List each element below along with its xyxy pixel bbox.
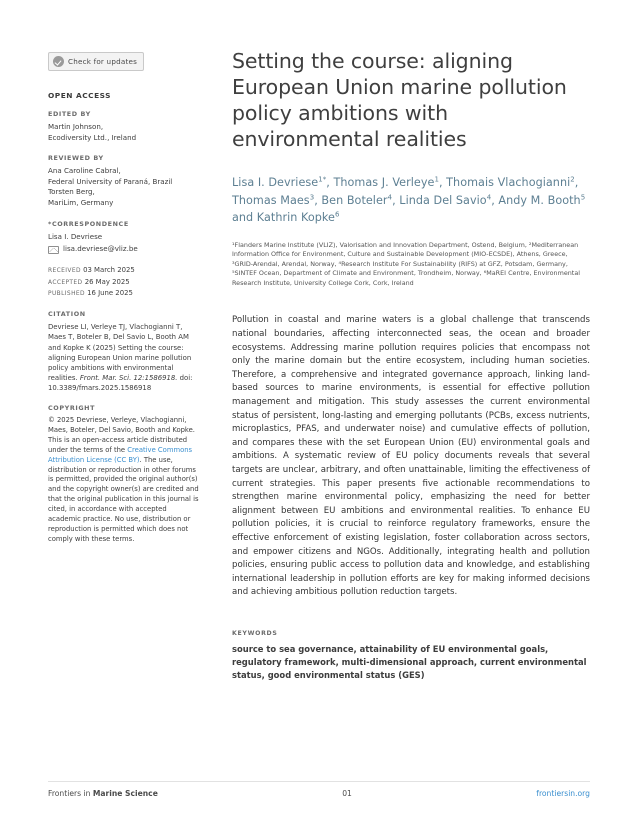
- date-published: [48, 288, 200, 299]
- citation-heading: CITATION: [48, 310, 86, 319]
- edited-by-line: Martin Johnson,: [48, 122, 104, 131]
- reviewed-by-block: [48, 154, 200, 208]
- check-for-updates-label: Check for updates: [68, 57, 138, 66]
- footer-page-number: 01: [342, 789, 352, 798]
- reviewed-by-line: Ana Caroline Cabral,: [48, 166, 121, 176]
- citation-main: Devriese LI, Verleye TJ, Vlachogianni T, Maes T, Boteler B, Del Savio L, Booth AM and Kopke K (2025) Setting the course: aligning European Union marine pollution policy ambitions with environmental realities.: [48, 323, 192, 382]
- date-published-label: PUBLISHED: [48, 290, 85, 297]
- correspondence-name: Lisa I. Devriese: [48, 231, 103, 241]
- citation-text: [48, 322, 200, 393]
- reviewed-by-line: MariLim, Germany: [48, 197, 114, 207]
- correspondence-email-row[interactable]: [48, 244, 200, 254]
- affiliations: ¹Flanders Marine Institute (VLIZ), Valorisation and Innovation Department, Ostend, Belgium, ²Mediterranean Information Office for Environment, Culture and Sustainable Development (MIO-ECSDE), Athens, Greece, ³GRID-Arendal, Arendal, Norway, ⁴Research Institute For Sustainability (RIFS) at GFZ, Potsdam, Germany, ⁵SINTEF Ocean, Department of Climate and Environment, Trondheim, Norway, ⁶MaREI Centre, Environmental Research Institute, University College Cork, Cork, Ireland: [232, 240, 581, 287]
- open-access-label: OPEN ACCESS: [48, 91, 111, 100]
- copyright-heading: COPYRIGHT: [48, 404, 96, 413]
- footer-divider: [48, 781, 590, 782]
- edited-by-heading: EDITED BY: [48, 110, 91, 118]
- citation-doi: doi: 10.3389/fmars.2025.1586918: [48, 373, 193, 392]
- correspondence-email[interactable]: lisa.devriese@vliz.be: [63, 244, 138, 254]
- reviewed-by-line: Federal University of Paraná, Brazil: [48, 176, 173, 186]
- date-received-value: 03 March 2025: [83, 266, 135, 275]
- page-title: Setting the course: aligning European Union marine pollution policy ambitions with environmental realities: [232, 49, 567, 151]
- check-for-updates-badge[interactable]: [48, 52, 144, 71]
- envelope-icon: [48, 246, 59, 255]
- reviewed-by-line: Torsten Berg,: [48, 187, 95, 197]
- footer-journal-name: Marine Science: [92, 789, 158, 798]
- copyright-text-before: © 2025 Devriese, Verleye, Vlachogianni, Maes, Boteler, Del Savio, Booth and Kopke. This is an open-access article distributed under the terms of the: [48, 416, 195, 454]
- citation-journal: Front. Mar. Sci. 12:1586918.: [79, 373, 178, 382]
- dates-block: [48, 265, 200, 299]
- edited-by-block: [48, 110, 200, 143]
- copyright-text-after: . The use, distribution or reproduction in other forums is permitted, provided the original author(s) and the copyright owner(s) are credited and that the original publication in this journal is cited, in accordance with accepted academic practice. No use, distribution or reproduction is permitted which does not comply with these terms.: [48, 455, 199, 543]
- copyright-text: [48, 416, 200, 545]
- check-circle-icon: [53, 56, 64, 67]
- article-sidebar: [48, 52, 200, 556]
- date-received: [48, 265, 200, 276]
- footer-journal: [48, 789, 158, 798]
- article-main: [232, 48, 590, 682]
- author-list: Lisa I. Devriese$^{1*}$, Thomas J. Verleye$^1$, Thomais Vlachogianni$^2$, Thomas Maes$^3$, Ben Boteler$^4$, Linda Del Savio$^4$, Andy M. Booth$^5$ and Kathrin Kopke$^6$: [232, 175, 586, 224]
- page-footer: [48, 789, 590, 798]
- copyright-block: [48, 404, 200, 545]
- reviewed-by-heading: REVIEWED BY: [48, 154, 104, 163]
- correspondence-block: [48, 220, 200, 255]
- date-accepted: [48, 277, 200, 288]
- footer-site-link[interactable]: frontiersin.org: [536, 789, 590, 798]
- correspondence-heading: *CORRESPONDENCE: [48, 219, 129, 228]
- date-accepted-value: 26 May 2025: [84, 277, 130, 286]
- abstract-text: Pollution in coastal and marine waters is a global challenge that transcends national boundaries, affecting interconnected seas, the ocean and broader ecosystems. Addressing marine pollution requires policies that encompass not only the marine domain but the entire ecosystem, including human societies. Therefore, a comprehensive and integrated governance approach, linking land-based sources to marine environments, is essential for effective pollution management and mitigation. This study assesses the current environmental status of persistent, long-lasting and emerging pollutants (PCBs, excess nutrients, microplastics, PFAS, and underwater noise) and cumulative effects of pollution, and compares these with the set European Union (EU) environmental goals and ambitions. A systematic review of EU policy documents reveals that several targets are unclear, arbitrary, and often unattainable, limiting the effectiveness of current strategies. This paper presents five actionable recommendations to strengthen marine environmental policy, emphasizing the need for better alignment between EU ambitions and environmental realities. To enhance EU pollution policies, it is crucial to reinforce regulatory frameworks, ensure the effective enforcement of existing legislation, foster collaboration across sectors, and empower citizens and NGOs. Additionally, integrating health and pollution policies, ensuring public access to pollution data and knowledge, and establishing international leadership in pollution efforts are key for making informed decisions and achieving ambitious pollution reduction targets.: [232, 315, 590, 598]
- citation-block: [48, 310, 200, 393]
- footer-journal-prefix: Frontiers in: [48, 789, 93, 798]
- edited-by-line: Ecodiversity Ltd., Ireland: [48, 132, 137, 142]
- date-published-value: 16 June 2025: [87, 288, 133, 297]
- date-received-label: RECEIVED: [48, 268, 81, 275]
- date-accepted-label: ACCEPTED: [48, 279, 83, 286]
- license-link[interactable]: Creative Commons Attribution License (CC BY): [48, 445, 193, 464]
- keywords-list: source to sea governance, attainability of EU environmental goals, regulatory framework, multi-dimensional approach, current environmental status, good environmental status (GES): [232, 643, 587, 680]
- keywords-heading: KEYWORDS: [232, 629, 278, 637]
